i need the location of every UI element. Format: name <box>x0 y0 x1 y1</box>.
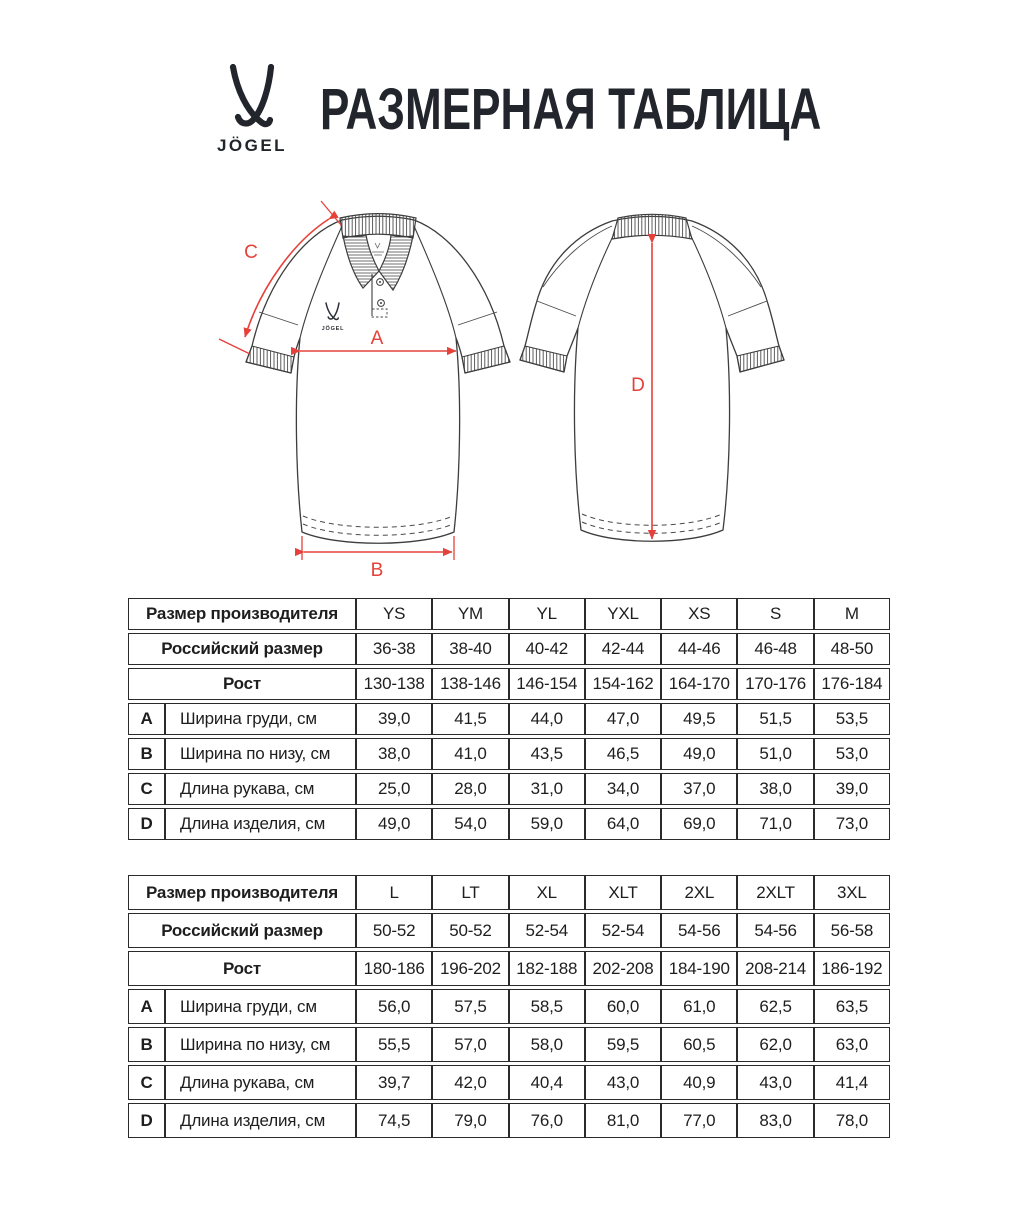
table-row <box>128 808 890 840</box>
size-value-cell: XL <box>509 875 585 910</box>
table-row <box>128 633 890 665</box>
size-value-cell: 54-56 <box>737 913 813 948</box>
measure-value-cell: 62,0 <box>737 1027 813 1062</box>
measure-value-cell: 34,0 <box>585 773 661 805</box>
measure-value-cell: 54,0 <box>432 808 508 840</box>
size-value-cell: 3XL <box>814 875 890 910</box>
measure-value-cell: 43,0 <box>585 1065 661 1100</box>
table-row <box>128 1103 890 1138</box>
size-value-cell: 138-146 <box>432 668 508 700</box>
polo-front-diagram <box>205 188 515 583</box>
size-value-cell: 46-48 <box>737 633 813 665</box>
size-value-cell: 2XLT <box>737 875 813 910</box>
size-value-cell: 130-138 <box>356 668 432 700</box>
measure-value-cell: 59,0 <box>509 808 585 840</box>
measure-value-cell: 28,0 <box>432 773 508 805</box>
measure-value-cell: 58,0 <box>509 1027 585 1062</box>
measure-value-cell: 51,0 <box>737 738 813 770</box>
measure-value-cell: 56,0 <box>356 989 432 1024</box>
measure-value-cell: 79,0 <box>432 1103 508 1138</box>
size-value-cell: 48-50 <box>814 633 890 665</box>
measure-label-cell: Длина рукава, см <box>165 1065 356 1100</box>
size-value-cell: 52-54 <box>585 913 661 948</box>
measure-value-cell: 63,5 <box>814 989 890 1024</box>
measure-value-cell: 42,0 <box>432 1065 508 1100</box>
measure-value-cell: 60,5 <box>661 1027 737 1062</box>
size-value-cell: 2XL <box>661 875 737 910</box>
chest-logo-text: JÖGEL <box>321 326 345 332</box>
size-value-cell: 38-40 <box>432 633 508 665</box>
dimension-label-c: C <box>244 242 258 263</box>
measure-value-cell: 81,0 <box>585 1103 661 1138</box>
table-row <box>128 989 890 1024</box>
table-row <box>128 913 890 948</box>
dimension-label-a: A <box>370 328 384 349</box>
table-row <box>128 738 890 770</box>
size-value-cell: S <box>737 598 813 630</box>
size-table-youth-to-m <box>128 595 890 843</box>
row-header-cell: Рост <box>128 668 356 700</box>
measure-value-cell: 77,0 <box>661 1103 737 1138</box>
size-value-cell: XLT <box>585 875 661 910</box>
size-value-cell: YM <box>432 598 508 630</box>
table-row <box>128 668 890 700</box>
measure-value-cell: 58,5 <box>509 989 585 1024</box>
measure-label-cell: Ширина по низу, см <box>165 1027 356 1062</box>
size-value-cell: YS <box>356 598 432 630</box>
measure-value-cell: 38,0 <box>737 773 813 805</box>
measure-value-cell: 53,5 <box>814 703 890 735</box>
measure-value-cell: 62,5 <box>737 989 813 1024</box>
row-header-cell: Размер производителя <box>128 598 356 630</box>
table-row <box>128 875 890 910</box>
measure-value-cell: 39,7 <box>356 1065 432 1100</box>
measure-value-cell: 39,0 <box>356 703 432 735</box>
dimension-letter-cell: C <box>128 773 165 805</box>
jogel-logo-icon <box>227 64 277 130</box>
dimension-label-d: D <box>631 375 645 396</box>
dimension-letter-cell: C <box>128 1065 165 1100</box>
size-value-cell: 36-38 <box>356 633 432 665</box>
size-value-cell: 50-52 <box>432 913 508 948</box>
size-value-cell: 208-214 <box>737 951 813 986</box>
measure-value-cell: 49,0 <box>356 808 432 840</box>
dimension-letter-cell: D <box>128 808 165 840</box>
size-value-cell: 176-184 <box>814 668 890 700</box>
measure-label-cell: Ширина груди, см <box>165 703 356 735</box>
size-value-cell: XS <box>661 598 737 630</box>
size-value-cell: 154-162 <box>585 668 661 700</box>
size-value-cell: 196-202 <box>432 951 508 986</box>
size-value-cell: 40-42 <box>509 633 585 665</box>
front-shirt-outline <box>246 216 510 543</box>
measure-value-cell: 51,5 <box>737 703 813 735</box>
size-value-cell: 186-192 <box>814 951 890 986</box>
row-header-cell: Российский размер <box>128 633 356 665</box>
size-value-cell: 184-190 <box>661 951 737 986</box>
brand-wordmark: JÖGEL <box>216 136 288 155</box>
measure-value-cell: 74,5 <box>356 1103 432 1138</box>
size-value-cell: 146-154 <box>509 668 585 700</box>
measure-value-cell: 49,5 <box>661 703 737 735</box>
size-value-cell: M <box>814 598 890 630</box>
measure-label-cell: Ширина по низу, см <box>165 738 356 770</box>
measure-value-cell: 83,0 <box>737 1103 813 1138</box>
size-value-cell: YXL <box>585 598 661 630</box>
size-value-cell: YL <box>509 598 585 630</box>
measure-value-cell: 43,0 <box>737 1065 813 1100</box>
measure-value-cell: 71,0 <box>737 808 813 840</box>
table-row <box>128 703 890 735</box>
measure-value-cell: 49,0 <box>661 738 737 770</box>
size-value-cell: 182-188 <box>509 951 585 986</box>
size-value-cell: 50-52 <box>356 913 432 948</box>
measure-label-cell: Ширина груди, см <box>165 989 356 1024</box>
brand-block <box>190 64 314 156</box>
table-row <box>128 1027 890 1062</box>
size-value-cell: 54-56 <box>661 913 737 948</box>
measure-label-cell: Длина изделия, см <box>165 808 356 840</box>
measure-value-cell: 57,5 <box>432 989 508 1024</box>
measure-value-cell: 57,0 <box>432 1027 508 1062</box>
size-value-cell: L <box>356 875 432 910</box>
size-value-cell: 170-176 <box>737 668 813 700</box>
row-header-cell: Рост <box>128 951 356 986</box>
measure-value-cell: 55,5 <box>356 1027 432 1062</box>
size-value-cell: LT <box>432 875 508 910</box>
measure-value-cell: 43,5 <box>509 738 585 770</box>
measure-label-cell: Длина изделия, см <box>165 1103 356 1138</box>
row-header-cell: Российский размер <box>128 913 356 948</box>
table-row <box>128 1065 890 1100</box>
measure-value-cell: 31,0 <box>509 773 585 805</box>
measure-label-cell: Длина рукава, см <box>165 773 356 805</box>
measure-value-cell: 63,0 <box>814 1027 890 1062</box>
dimension-label-b: B <box>370 560 384 581</box>
measure-value-cell: 38,0 <box>356 738 432 770</box>
measure-value-cell: 37,0 <box>661 773 737 805</box>
measure-value-cell: 39,0 <box>814 773 890 805</box>
measure-value-cell: 59,5 <box>585 1027 661 1062</box>
measure-value-cell: 69,0 <box>661 808 737 840</box>
measure-value-cell: 41,5 <box>432 703 508 735</box>
measure-value-cell: 61,0 <box>661 989 737 1024</box>
measure-value-cell: 25,0 <box>356 773 432 805</box>
dimension-letter-cell: B <box>128 738 165 770</box>
table-row <box>128 773 890 805</box>
measure-value-cell: 41,0 <box>432 738 508 770</box>
row-header-cell: Размер производителя <box>128 875 356 910</box>
measure-value-cell: 73,0 <box>814 808 890 840</box>
back-collar <box>612 214 692 239</box>
measure-value-cell: 53,0 <box>814 738 890 770</box>
page-title: РАЗМЕРНАЯ ТАБЛИЦА <box>320 77 822 142</box>
table-row <box>128 951 890 986</box>
polo-back-diagram <box>515 188 815 583</box>
size-value-cell: 180-186 <box>356 951 432 986</box>
size-value-cell: 202-208 <box>585 951 661 986</box>
measure-value-cell: 64,0 <box>585 808 661 840</box>
table-row <box>128 598 890 630</box>
size-value-cell: 56-58 <box>814 913 890 948</box>
measure-value-cell: 60,0 <box>585 989 661 1024</box>
measure-value-cell: 40,9 <box>661 1065 737 1100</box>
size-value-cell: 52-54 <box>509 913 585 948</box>
measure-value-cell: 46,5 <box>585 738 661 770</box>
measure-value-cell: 78,0 <box>814 1103 890 1138</box>
measure-value-cell: 40,4 <box>509 1065 585 1100</box>
measure-value-cell: 47,0 <box>585 703 661 735</box>
dimension-letter-cell: A <box>128 989 165 1024</box>
dimension-letter-cell: D <box>128 1103 165 1138</box>
dimension-letter-cell: B <box>128 1027 165 1062</box>
size-value-cell: 42-44 <box>585 633 661 665</box>
size-value-cell: 44-46 <box>661 633 737 665</box>
measure-value-cell: 41,4 <box>814 1065 890 1100</box>
dimension-letter-cell: A <box>128 703 165 735</box>
size-table-l-to-3xl <box>128 872 890 1141</box>
measure-value-cell: 44,0 <box>509 703 585 735</box>
measure-value-cell: 76,0 <box>509 1103 585 1138</box>
size-value-cell: 164-170 <box>661 668 737 700</box>
